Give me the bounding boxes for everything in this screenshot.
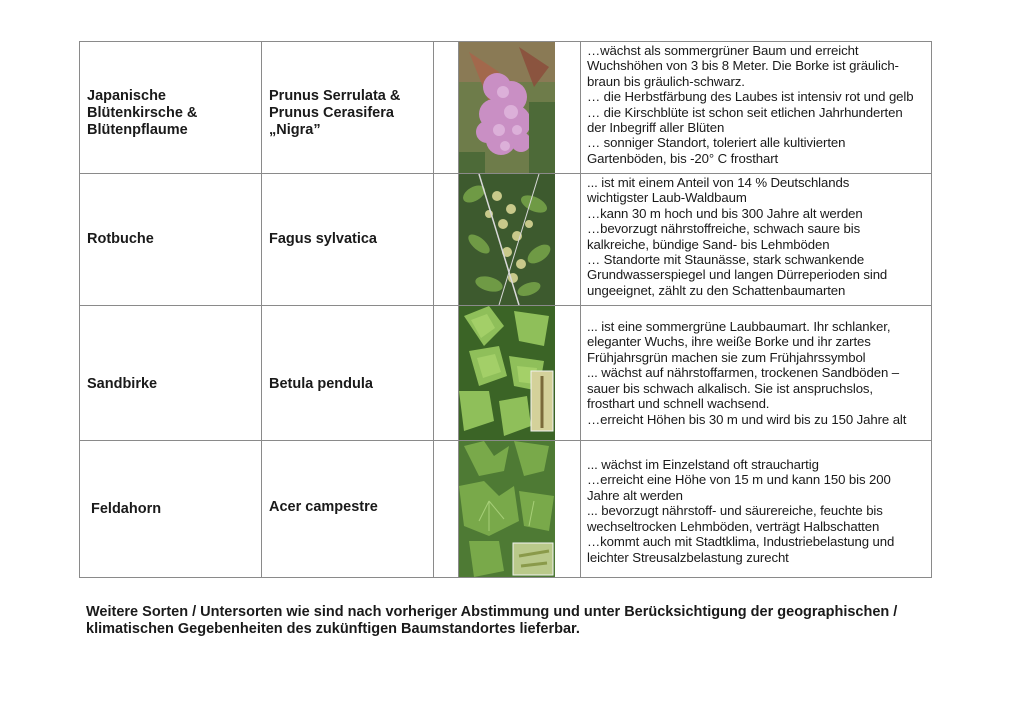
latin-name-cell (262, 42, 434, 174)
description-cell (581, 174, 932, 306)
table-row (80, 306, 932, 441)
birch-leaves-photo (459, 306, 555, 440)
latin-name-cell (262, 306, 434, 441)
latin-name: Acer campestre (269, 498, 378, 515)
spacer-cell (434, 441, 459, 578)
photo-cell (459, 174, 581, 306)
cherry-blossom-photo (459, 42, 555, 173)
table-row (80, 441, 932, 578)
photo-cell (459, 42, 581, 174)
common-name: Rotbuche (87, 231, 154, 247)
description-cell (581, 306, 932, 441)
common-name: Sandbirke (87, 375, 158, 392)
maple-leaves-photo (459, 441, 555, 577)
photo-cell (459, 441, 581, 578)
beech-leaves-photo (459, 174, 555, 305)
common-name-cell (80, 441, 262, 578)
common-name: Feldahorn (91, 500, 162, 517)
common-name: Japanische Blütenkirsche & Blütenpflaume (87, 88, 198, 138)
latin-name: Fagus sylvatica (269, 231, 377, 247)
common-name-cell (80, 174, 262, 306)
latin-name: Betula pendula (269, 375, 373, 392)
tree-species-table (79, 41, 932, 578)
photo-cell (459, 306, 581, 441)
description: ... wächst im Einzelstand oft strauchartig …erreicht eine Höhe von 15 m und kann 150 bis 200 Jahre alt werden ... bevorzugt nährstoff- und säurereiche, feuchte bis wechseltrocken Lehmböden, verträgt Halbschatten …kommt auch mit Stadtklima, Industriebelastung und leichter Streusalzbelastung zurecht (587, 457, 895, 565)
table-row (80, 174, 932, 306)
footer-note: Weitere Sorten / Untersorten wie sind nach vorheriger Abstimmung und unter Berücksichtigung der geographischen / klimatischen Gegebenheiten des zukünftigen Baumstandortes lieferbar. (86, 604, 898, 637)
latin-name: Prunus Serrulata & Prunus Cerasifera „Nigra” (269, 88, 401, 138)
latin-name-cell (262, 441, 434, 578)
table-row (80, 42, 932, 174)
spacer-cell (434, 306, 459, 441)
description: ... ist mit einem Anteil von 14 % Deutschlands wichtigster Laub-Waldbaum …kann 30 m hoch und bis 300 Jahre alt werden …bevorzugt nährstoffreiche, schwach saure bis kalkreiche, bündige Sand- bis Lehmböden … Standorte mit Staunässe, stark schwankende Grundwasserspiegel und langen Dürreperioden sind ungeeignet, zählt zu den Schattenbaumarten (587, 175, 888, 298)
spacer-cell (434, 174, 459, 306)
latin-name-cell (262, 174, 434, 306)
description: ... ist eine sommergrüne Laubbaumart. Ihr schlanker, eleganter Wuchs, ihre weiße Borke und ihr zartes Frühjahrsgrün machen sie zum Frühjahrssymbol ... wächst auf nährstoffarmen, trockenen Sandböden – sauer bis schwach alkalisch. Sie ist anspruchslos, frosthart und schnell wachsend. …erreicht Höhen bis 30 m und wird bis zu 150 Jahre alt (587, 319, 907, 427)
description-cell (581, 441, 932, 578)
common-name-cell (80, 306, 262, 441)
spacer-cell (434, 42, 459, 174)
description: …wächst als sommergrüner Baum und erreicht Wuchshöhen von 3 bis 8 Meter. Die Borke ist gräulich- braun bis gräulich-schwarz. … die Herbstfärbung des Laubes ist intensiv rot und gelb … die Kirschblüte ist schon seit etlichen Jahrhunderten der Inbegriff aller Blüten … sonniger Standort, toleriert alle kultivierten Gartenböden, bis -20° C frosthart (587, 43, 914, 166)
description-cell (581, 42, 932, 174)
common-name-cell (80, 42, 262, 174)
